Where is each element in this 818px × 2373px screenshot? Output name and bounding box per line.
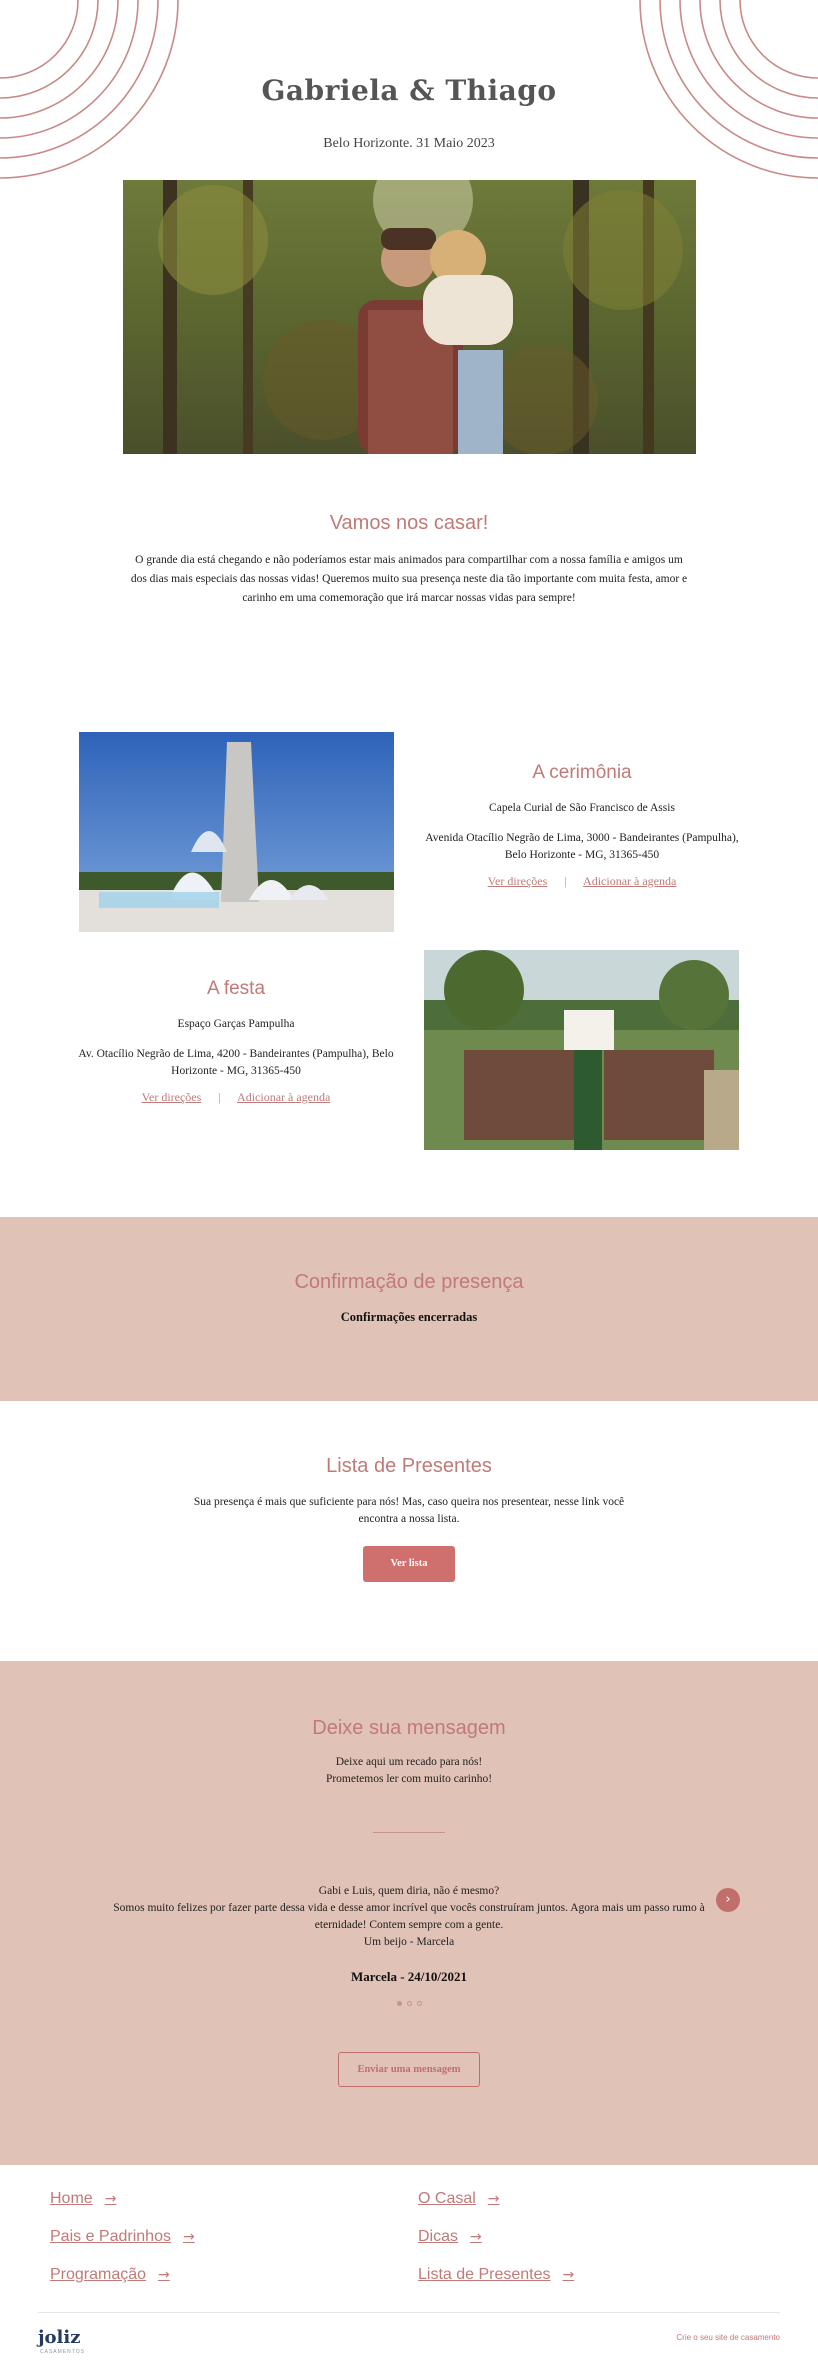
messages-lead-1: Deixe aqui um recado para nós! <box>335 1756 483 1768</box>
messages-lead-2: Prometemos ler com muito carinho! <box>325 1773 493 1785</box>
gift-list-text: Sua presença é mais que suficiente para nós! Mas, caso queira nos presentear, nesse link você encontra a nossa lista. <box>193 1496 625 1525</box>
message-line: Somos muito felizes por fazer parte dessa vida e desse amor incrível que vocês construíram juntos. Agora mais um passo rumo à eternidade! Contem sempre com a gente. <box>113 1902 705 1931</box>
message-card <box>109 1883 709 1951</box>
couple-hero-photo <box>123 180 696 454</box>
message-author: Marcela - 24/10/2021 <box>350 1969 467 1984</box>
carousel-dot[interactable] <box>407 2001 412 2006</box>
intro-text: O grande dia está chegando e não poderíamos estar mais animados para compartilhar com a nossa família e amigos um dos dias mais especiais das nossas vidas! Queremos muito sua presença neste dia tão importante com muita festa, amor e carinho em uma comemoração que irá marcar nossas vidas para sempre! <box>130 554 688 604</box>
party-block <box>76 978 396 1105</box>
party-address: Av. Otacílio Negrão de Lima, 4200 - Bandeirantes (Pampulha), Belo Horizonte - MG, 31365-450 <box>78 1048 394 1077</box>
footer-divider <box>38 2312 780 2313</box>
joliz-logo-subtitle: CASAMENTOS <box>40 2349 85 2355</box>
divider <box>373 1832 445 1833</box>
gift-list-title: Lista de Presentes <box>326 1455 492 1477</box>
footer-link-program[interactable]: Programação → <box>50 2265 170 2283</box>
arrow-right-icon: → <box>182 2228 195 2245</box>
gift-list-section <box>0 1401 818 1661</box>
ceremony-links <box>422 874 742 889</box>
arrow-right-icon: → <box>562 2266 575 2283</box>
rsvp-title: Confirmação de presença <box>294 1271 524 1293</box>
ceremony-directions-link[interactable]: Ver direções <box>487 874 548 888</box>
chapel-photo <box>79 732 394 932</box>
link-separator: | <box>218 1090 221 1104</box>
ceremony-address: Avenida Otacílio Negrão de Lima, 3000 - Bandeirantes (Pampulha), Belo Horizonte - MG, 31365-450 <box>425 832 739 861</box>
chevron-right-icon: › <box>725 1892 731 1907</box>
message-line: Um beijo - Marcela <box>363 1936 455 1948</box>
carousel-dot[interactable] <box>397 2001 402 2006</box>
carousel-dots <box>0 2001 818 2006</box>
arrow-right-icon: → <box>158 2266 170 2283</box>
party-add-calendar-link[interactable]: Adicionar à agenda <box>237 1090 331 1104</box>
messages-title: Deixe sua mensagem <box>312 1717 506 1739</box>
venue-photo <box>424 950 739 1150</box>
event-location-date: Belo Horizonte. 31 Maio 2023 <box>323 136 495 151</box>
footer-link-tips[interactable]: Dicas → <box>418 2227 482 2245</box>
rsvp-status: Confirmações encerradas <box>340 1310 478 1324</box>
link-separator: | <box>564 874 567 888</box>
messages-section <box>0 1661 818 2165</box>
footer-link-gift-list[interactable]: Lista de Presentes → <box>418 2265 575 2283</box>
create-site-link[interactable]: Crie o seu site de casamento <box>676 2333 780 2342</box>
carousel-dot[interactable] <box>417 2001 422 2006</box>
view-gift-list-button[interactable]: Ver lista <box>363 1546 455 1582</box>
party-title: A festa <box>206 978 266 999</box>
footer-nav <box>50 2189 768 2284</box>
rsvp-section <box>0 1217 818 1401</box>
couple-names-title: Gabriela & Thiago <box>261 74 557 107</box>
events-section <box>0 732 818 1217</box>
header <box>0 0 818 180</box>
ceremony-place: Capela Curial de São Francisco de Assis <box>489 802 675 814</box>
arrow-right-icon: → <box>470 2228 482 2245</box>
arrow-right-icon: → <box>104 2190 117 2207</box>
ceremony-title: A cerimônia <box>532 762 632 783</box>
next-message-button[interactable] <box>716 1888 740 1912</box>
arrow-right-icon: → <box>487 2190 500 2207</box>
footer-link-couple[interactable]: O Casal → <box>418 2189 500 2207</box>
party-place: Espaço Garças Pampulha <box>177 1018 295 1030</box>
ceremony-block <box>422 762 742 889</box>
intro-title: Vamos nos casar! <box>329 512 489 534</box>
party-directions-link[interactable]: Ver direções <box>141 1090 202 1104</box>
send-message-button[interactable]: Enviar uma mensagem <box>338 2052 480 2087</box>
ceremony-add-calendar-link[interactable]: Adicionar à agenda <box>583 874 677 888</box>
joliz-logo[interactable]: joliz <box>38 2327 81 2348</box>
footer-link-parents[interactable]: Pais e Padrinhos → <box>50 2227 195 2245</box>
message-line: Gabi e Luis, quem diria, não é mesmo? <box>318 1885 500 1897</box>
party-links <box>76 1090 396 1105</box>
footer <box>0 2165 818 2373</box>
intro-section <box>0 454 818 732</box>
footer-link-home[interactable]: Home → <box>50 2189 117 2207</box>
